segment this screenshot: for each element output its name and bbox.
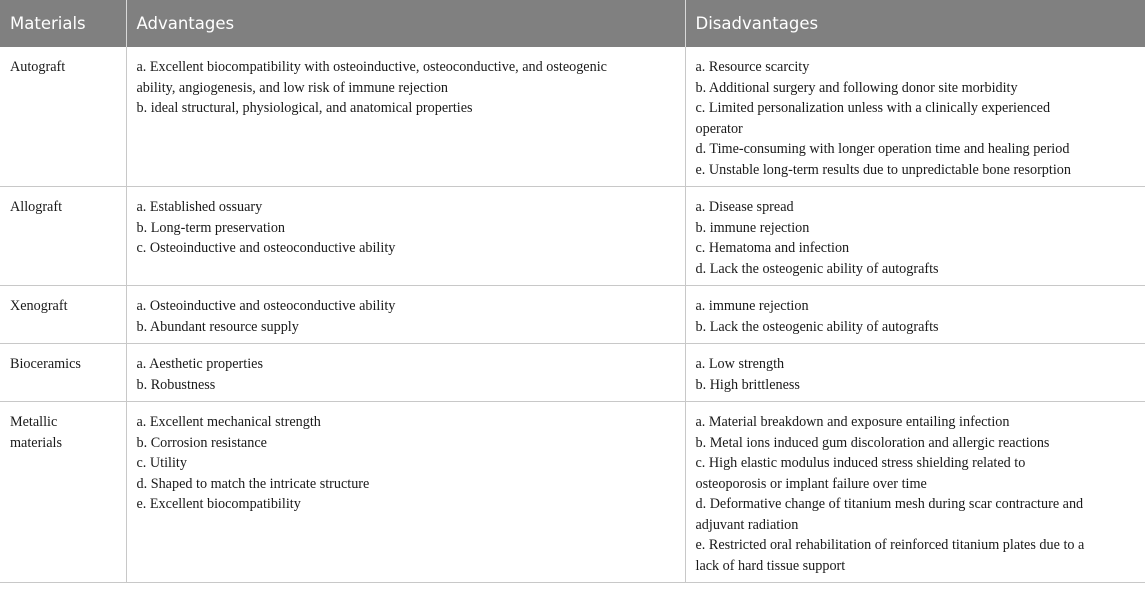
advantages-cell [126, 402, 685, 583]
disadvantages-line: a. Disease spread [695, 199, 794, 215]
disadvantages-line: e. Restricted oral rehabilitation of reinforced titanium plates due to a [695, 537, 1085, 553]
advantages-line: a. Established ossuary [136, 199, 263, 215]
material-line: materials [10, 434, 62, 451]
material-cell [0, 286, 126, 344]
advantages-line: b. ideal structural, physiological, and anatomical properties [136, 100, 473, 116]
disadvantages-line: a. Material breakdown and exposure entailing infection [695, 414, 1010, 430]
disadvantages-line: adjuvant radiation [695, 516, 799, 533]
disadvantages-line: osteoporosis or implant failure over time [695, 475, 927, 492]
advantages-line: b. Long-term preservation [136, 219, 286, 236]
material-line: Bioceramics [10, 356, 81, 372]
advantages-cell [126, 47, 685, 187]
header-materials: Materials [0, 0, 126, 47]
advantages-line: a. Aesthetic properties [136, 356, 263, 372]
material-line: Metallic [10, 414, 58, 430]
disadvantages-line: d. Lack the osteogenic ability of autografts [695, 260, 939, 277]
advantages-line: d. Shaped to match the intricate structure [136, 475, 370, 492]
table-row [0, 344, 1145, 402]
disadvantages-line: c. Hematoma and infection [695, 240, 850, 256]
advantages-line: e. Excellent biocompatibility [136, 496, 301, 512]
disadvantages-cell [685, 402, 1145, 583]
disadvantages-line: a. Resource scarcity [695, 59, 810, 75]
table-body [0, 47, 1145, 583]
header-advantages: Advantages [126, 0, 685, 47]
advantages-line: b. Corrosion resistance [136, 434, 267, 451]
disadvantages-line: d. Time-consuming with longer operation time and healing period [695, 141, 1070, 157]
material-line: Xenograft [10, 298, 68, 314]
material-cell [0, 402, 126, 583]
disadvantages-cell [685, 47, 1145, 187]
advantages-line: ability, angiogenesis, and low risk of immune rejection [136, 79, 449, 96]
disadvantages-line: b. immune rejection [695, 219, 810, 236]
advantages-cell [126, 286, 685, 344]
disadvantages-line: b. Lack the osteogenic ability of autografts [695, 318, 939, 335]
advantages-line: c. Osteoinductive and osteoconductive ability [136, 240, 396, 256]
table-row [0, 402, 1145, 583]
disadvantages-line: a. Low strength [695, 356, 785, 372]
table-row [0, 47, 1145, 187]
material-cell [0, 47, 126, 187]
material-line: Allograft [10, 199, 63, 215]
material-cell [0, 187, 126, 286]
header-disadvantages: Disadvantages [685, 0, 1145, 47]
table-header [0, 0, 1145, 47]
disadvantages-cell [685, 344, 1145, 402]
disadvantages-cell [685, 187, 1145, 286]
advantages-line: b. Abundant resource supply [136, 318, 299, 335]
advantages-cell [126, 187, 685, 286]
advantages-line: b. Robustness [136, 376, 216, 393]
disadvantages-line: b. Metal ions induced gum discoloration and allergic reactions [695, 434, 1050, 451]
material-line: Autograft [10, 59, 66, 75]
disadvantages-line: b. Additional surgery and following donor site morbidity [695, 79, 1018, 96]
advantages-cell [126, 344, 685, 402]
disadvantages-line: operator [695, 120, 743, 137]
disadvantages-cell [685, 286, 1145, 344]
advantages-line: a. Osteoinductive and osteoconductive ability [136, 298, 396, 314]
disadvantages-line: b. High brittleness [695, 376, 800, 393]
disadvantages-line: c. High elastic modulus induced stress shielding related to [695, 455, 1026, 471]
disadvantages-line: lack of hard tissue support [695, 557, 846, 574]
table-row [0, 187, 1145, 286]
material-cell [0, 344, 126, 402]
advantages-line: a. Excellent mechanical strength [136, 414, 321, 430]
disadvantages-line: d. Deformative change of titanium mesh during scar contracture and [695, 496, 1084, 512]
disadvantages-line: e. Unstable long-term results due to unpredictable bone resorption [695, 161, 1071, 178]
header-row [0, 0, 1145, 47]
advantages-line: a. Excellent biocompatibility with osteoinductive, osteoconductive, and osteogenic [136, 59, 607, 75]
table-row [0, 286, 1145, 344]
advantages-line: c. Utility [136, 455, 187, 471]
disadvantages-line: c. Limited personalization unless with a clinically experienced [695, 100, 1051, 116]
disadvantages-line: a. immune rejection [695, 298, 809, 314]
